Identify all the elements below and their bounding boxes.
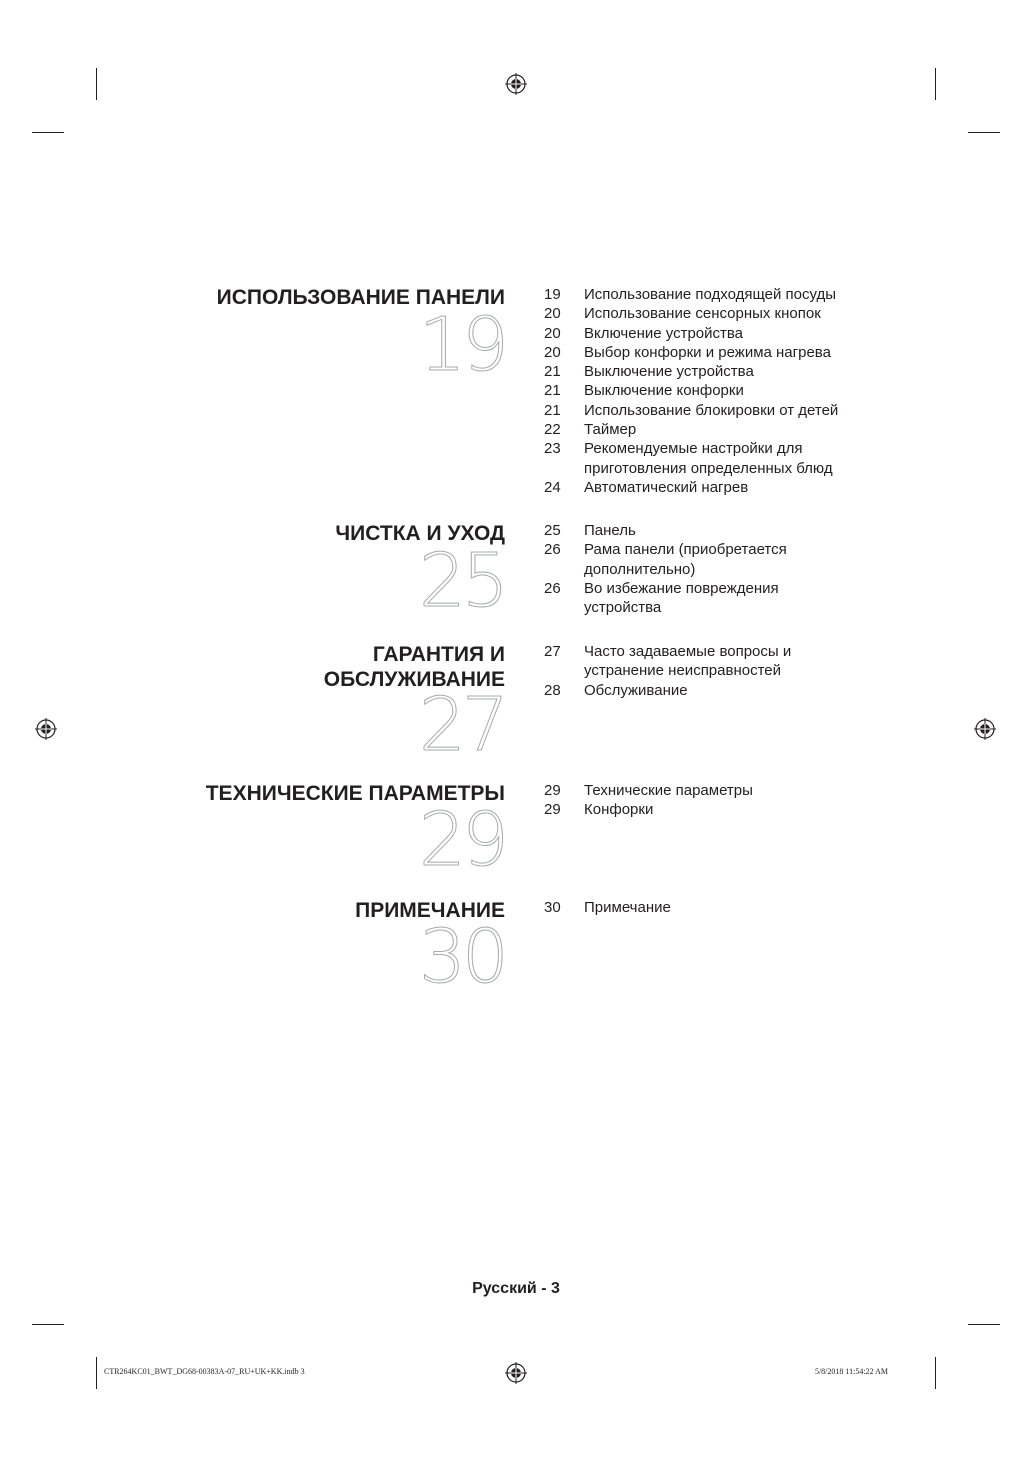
toc-entry[interactable] <box>544 420 874 439</box>
section-entries <box>544 642 804 700</box>
toc-entry[interactable] <box>544 439 874 478</box>
section-entries <box>544 521 804 617</box>
entry-title: Обслуживание <box>584 681 688 699</box>
section-number: 30 <box>418 914 505 1000</box>
entry-title: Использование блокировки от детей <box>584 401 839 419</box>
section-number: 29 <box>418 797 505 883</box>
section-number: 19 <box>418 302 505 388</box>
entry-title: Автоматический нагрев <box>584 478 749 496</box>
entry-page-number: 22 <box>544 421 561 439</box>
entry-title: Технические параметры <box>584 782 753 799</box>
entry-page-number: 25 <box>544 522 561 539</box>
entry-title: Выключение устройства <box>584 363 754 381</box>
crop-mark <box>32 132 64 133</box>
crop-mark <box>935 1357 936 1389</box>
section-title: ИСПОЛЬЗОВАНИЕ ПАНЕЛИ <box>216 286 505 309</box>
crop-mark <box>968 132 1000 133</box>
toc-entry[interactable] <box>544 642 804 681</box>
entry-page-number: 24 <box>544 478 561 496</box>
registration-mark-icon <box>974 718 996 740</box>
section-title: ГАРАНТИЯ И ОБСЛУЖИВАНИЕ <box>323 643 505 691</box>
page-footer-language-page-number: Русский - 3 <box>472 1280 560 1297</box>
toc-entry[interactable] <box>544 362 874 381</box>
entry-page-number: 23 <box>544 440 561 458</box>
registration-mark-icon <box>505 73 527 95</box>
entry-title: Рама панели (приобретается дополнительно) <box>584 541 787 578</box>
entry-title: Часто задаваемые вопросы и устранение неисправностей <box>584 643 792 680</box>
entry-page-number: 26 <box>544 541 561 559</box>
entry-title: Во избежание повреждения устройства <box>584 579 779 617</box>
section-number: 27 <box>418 682 505 768</box>
crop-mark <box>96 1357 97 1389</box>
section-entries <box>544 898 874 917</box>
print-slug-date: 5/8/2018 11:54:22 AM <box>814 1367 888 1376</box>
toc-entry[interactable] <box>544 521 804 540</box>
crop-mark <box>96 68 97 100</box>
entry-title: Выбор конфорки и режима нагрева <box>584 343 831 361</box>
section-title: ПРИМЕЧАНИЕ <box>355 899 505 922</box>
entry-page-number: 21 <box>544 401 561 419</box>
entry-page-number: 20 <box>544 305 561 323</box>
toc-entry[interactable] <box>544 898 874 917</box>
entry-page-number: 21 <box>544 363 561 381</box>
toc-entry[interactable] <box>544 304 874 323</box>
entry-title: Рекомендуемые настройки для приготовления определенных блюд <box>584 440 833 477</box>
toc-entry[interactable] <box>544 401 874 420</box>
entry-page-number: 21 <box>544 382 561 400</box>
toc-entry[interactable] <box>544 285 874 304</box>
entry-title: Панель <box>584 522 636 539</box>
entry-title: Конфорки <box>584 801 654 819</box>
entry-page-number: 27 <box>544 643 561 660</box>
entry-page-number: 20 <box>544 324 561 342</box>
toc-entry[interactable] <box>544 781 874 800</box>
entry-title: Использование сенсорных кнопок <box>584 305 821 323</box>
section-title: ЧИСТКА И УХОД <box>335 522 505 545</box>
entry-page-number: 20 <box>544 343 561 361</box>
toc-entry[interactable] <box>544 478 874 497</box>
entry-title: Использование подходящей посуды <box>584 286 837 303</box>
entry-title: Выключение конфорки <box>584 382 744 400</box>
entry-title: Примечание <box>584 899 671 916</box>
toc-entry[interactable] <box>544 579 804 618</box>
entry-page-number: 30 <box>544 899 561 916</box>
section-title: ТЕХНИЧЕСКИЕ ПАРАМЕТРЫ <box>205 782 505 805</box>
toc-entry[interactable] <box>544 540 804 579</box>
crop-mark <box>935 68 936 100</box>
crop-mark <box>32 1324 64 1325</box>
registration-mark-icon <box>35 718 57 740</box>
toc-entry[interactable] <box>544 681 804 700</box>
crop-mark <box>968 1324 1000 1325</box>
toc-entry[interactable] <box>544 800 874 819</box>
print-slug-filename: CTR264KC01_BWT_DG68-00383A-07_RU+UK+KK.indb 3 <box>104 1367 305 1376</box>
section-number: 25 <box>418 538 505 624</box>
entry-title: Включение устройства <box>584 324 744 342</box>
toc-entry[interactable] <box>544 343 874 362</box>
entry-page-number: 26 <box>544 579 561 597</box>
section-entries <box>544 781 874 820</box>
toc-entry[interactable] <box>544 324 874 343</box>
registration-mark-icon <box>505 1362 527 1384</box>
entry-page-number: 28 <box>544 681 561 699</box>
section-entries <box>544 285 874 497</box>
entry-page-number: 29 <box>544 801 561 819</box>
toc-entry[interactable] <box>544 381 874 400</box>
entry-title: Таймер <box>584 421 637 439</box>
entry-page-number: 29 <box>544 782 561 799</box>
entry-page-number: 19 <box>544 286 561 303</box>
